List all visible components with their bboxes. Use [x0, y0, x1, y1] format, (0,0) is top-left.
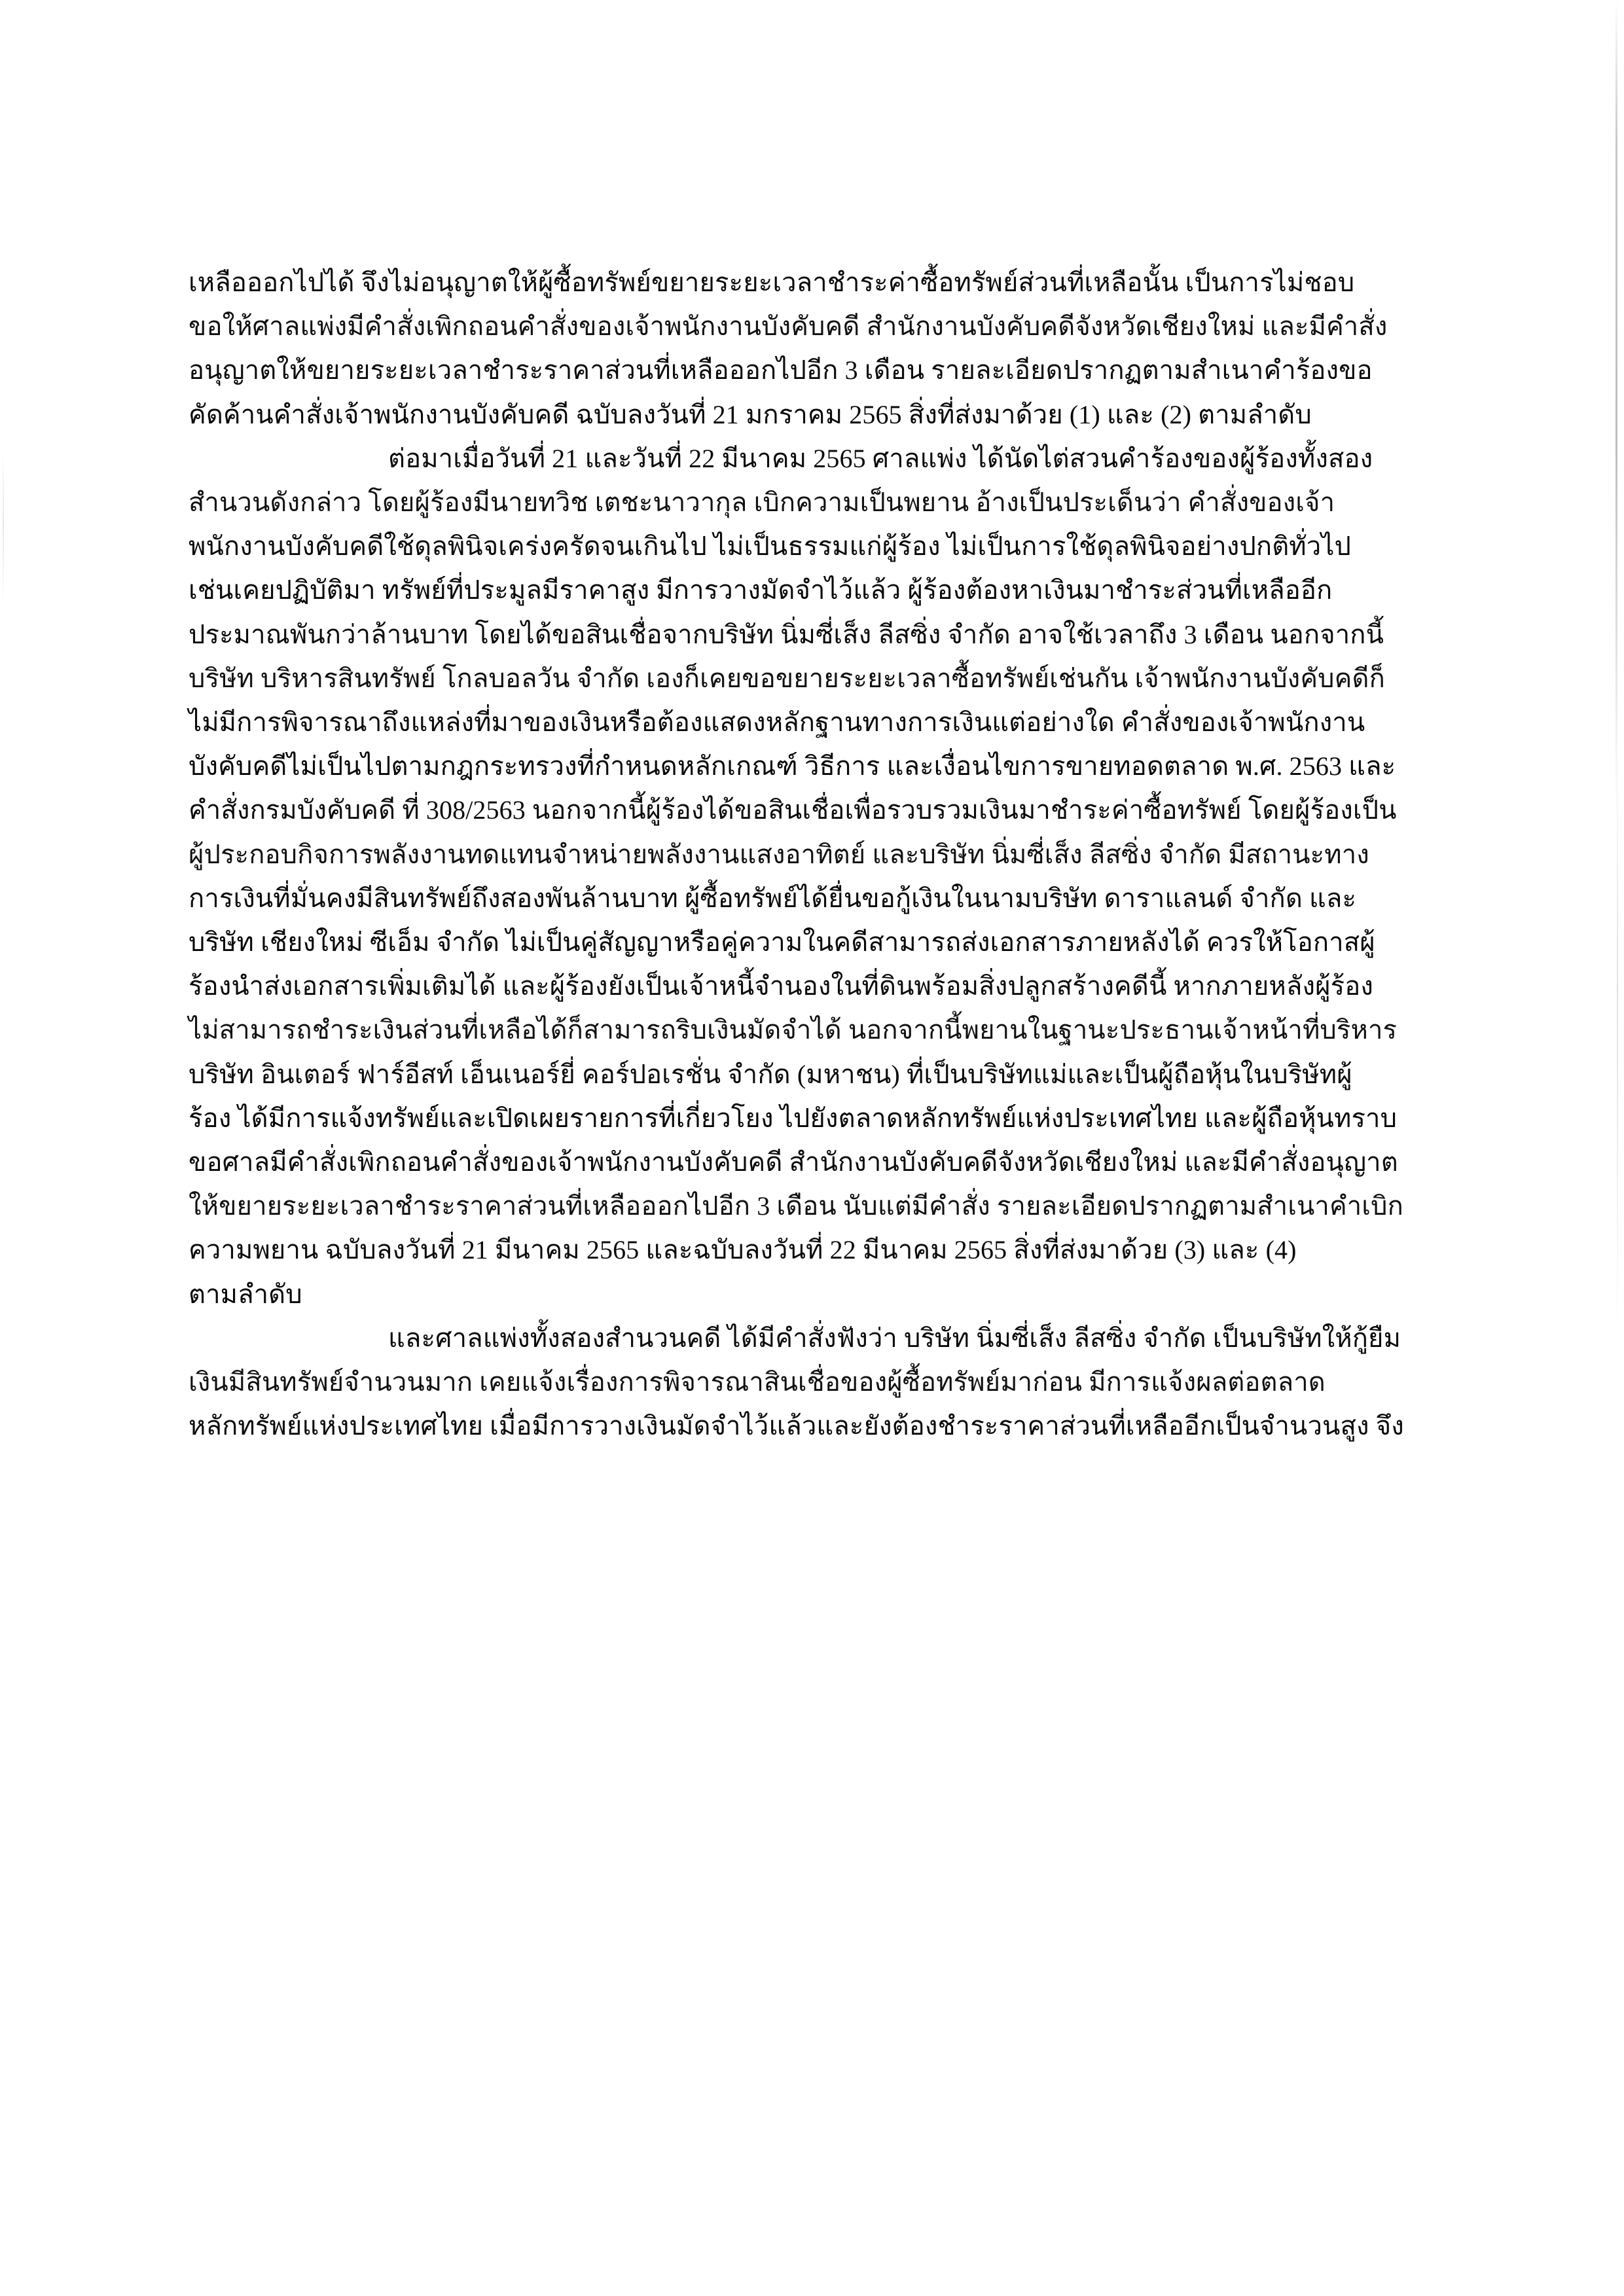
paragraph-3 — [189, 1316, 1435, 1448]
text-line: ให้ขยายระยะเวลาชำระราคาส่วนที่เหลือออกไปอีก 3 เดือน นับแต่มีคำสั่ง รายละเอียดปรากฏตามสำเนาคำเบิก — [189, 1191, 1403, 1221]
text-line: คัดค้านคำสั่งเจ้าพนักงานบังคับคดี ฉบับลงวันที่ 21 มกราคม 2565 สิ่งที่ส่งมาด้วย (1) และ (2) ตามลำดับ — [189, 399, 1312, 429]
text-line: บริษัท เชียงใหม่ ซีเอ็ม จำกัด ไม่เป็นคู่สัญญาหรือคู่ความในคดีสามารถส่งเอกสารภายหลังได้ ควรให้โอกาสผู้ — [189, 927, 1375, 958]
text-line: ประมาณพันกว่าล้านบาท โดยได้ขอสินเชื่อจากบริษัท นิ่มซี่เส็ง ลีสซิ่ง จำกัด อาจใช้เวลาถึง 3 เดือน นอกจากนี้ — [189, 619, 1384, 649]
text-line: ตามลำดับ — [189, 1279, 302, 1309]
text-line: บริษัท บริหารสินทรัพย์ โกลบอลวัน จำกัด เองก็เคยขอขยายระยะเวลาซื้อทรัพย์เช่นกัน เจ้าพนักงานบังคับคดีก็ — [189, 663, 1385, 693]
text-line: และศาลแพ่งทั้งสองสำนวนคดี ได้มีคำสั่งฟังว่า บริษัท นิ่มซี่เส็ง ลีสซิ่ง จำกัด เป็นบริษัทให้กู้ยืม — [388, 1323, 1401, 1353]
text-line: อนุญาตให้ขยายระยะเวลาชำระราคาส่วนที่เหลือออกไปอีก 3 เดือน รายละเอียดปรากฏตามสำเนาคำร้องขอ — [189, 355, 1373, 386]
text-line: ไม่สามารถชำระเงินส่วนที่เหลือได้ก็สามารถริบเงินมัดจำได้ นอกจากนี้พยานในฐานะประธานเจ้าหน้าที่บริหาร — [189, 1015, 1398, 1045]
text-line: ความพยาน ฉบับลงวันที่ 21 มีนาคม 2565 และฉบับลงวันที่ 22 มีนาคม 2565 สิ่งที่ส่งมาด้วย (3) และ (4) — [189, 1235, 1297, 1265]
text-line: ขอศาลมีคำสั่งเพิกถอนคำสั่งของเจ้าพนักงานบังคับคดี สำนักงานบังคับคดีจังหวัดเชียงใหม่ และมีคำสั่งอนุญาต — [189, 1147, 1398, 1177]
text-line: บังคับคดีไม่เป็นไปตามกฎกระทรวงที่กำหนดหลักเกณฑ์ วิธีการ และเงื่อนไขการขายทอดตลาด พ.ศ. 2563 และ — [189, 751, 1396, 781]
text-line: ต่อมาเมื่อวันที่ 21 และวันที่ 22 มีนาคม 2565 ศาลแพ่ง ได้นัดไต่สวนคำร้องของผู้ร้องทั้งสอง — [388, 443, 1373, 473]
text-line: พนักงานบังคับคดีใช้ดุลพินิจเคร่งครัดจนเกินไป ไม่เป็นธรรมแก่ผู้ร้อง ไม่เป็นการใช้ดุลพินิจอย่างปกติทั่วไป — [189, 531, 1352, 562]
scan-edge-artifact-right-lower — [1617, 753, 1618, 1342]
text-line: ไม่มีการพิจารณาถึงแหล่งที่มาของเงินหรือต้องแสดงหลักฐานทางการเงินแต่อย่างใด คำสั่งของเจ้าพนักงาน — [189, 708, 1365, 738]
text-line: เหลือออกไปได้ จึงไม่อนุญาตให้ผู้ซื้อทรัพย์ขยายระยะเวลาชำระค่าซื้อทรัพย์ส่วนที่เหลือนั้น เป็นการไม่ชอบ — [189, 268, 1355, 297]
paragraph-2 — [189, 437, 1435, 1316]
text-line: คำสั่งกรมบังคับคดี ที่ 308/2563 นอกจากนี้ผู้ร้องได้ขอสินเชื่อเพื่อรวบรวมเงินมาชำระค่าซื้อทรัพย์ โดยผู้ร้องเป็น — [189, 795, 1397, 825]
text-line: เช่นเคยปฏิบัติมา ทรัพย์ที่ประมูลมีราคาสูง มีการวางมัดจำไว้แล้ว ผู้ร้องต้องหาเงินมาชำระส่วนที่เหลืออีก — [189, 575, 1333, 605]
text-line: การเงินที่มั่นคงมีสินทรัพย์ถึงสองพันล้านบาท ผู้ซื้อทรัพย์ได้ยื่นขอกู้เงินในนามบริษัท ดาราแลนด์ จำกัด และ — [189, 883, 1357, 913]
text-line: บริษัท อินเตอร์ ฟาร์อีสท์ เอ็นเนอร์ยี่ คอร์ปอเรชั่น จำกัด (มหาชน) ที่เป็นบริษัทแม่และเป็นผู้ถือหุ้นในบริษัทผู้ — [189, 1059, 1352, 1089]
text-line: ขอให้ศาลแพ่งมีคำสั่งเพิกถอนคำสั่งของเจ้าพนักงานบังคับคดี สำนักงานบังคับคดีจังหวัดเชียงใหม่ และมีคำสั่ง — [189, 312, 1388, 342]
text-line: ร้อง ได้มีการแจ้งทรัพย์และเปิดเผยรายการที่เกี่ยวโยง ไปยังตลาดหลักทรัพย์แห่งประเทศไทย และผู้ถือหุ้นทราบ — [189, 1103, 1398, 1133]
text-line: สำนวนดังกล่าว โดยผู้ร้องมีนายทวิช เตชะนาวากุล เบิกความเป็นพยาน อ้างเป็นประเด็นว่า คำสั่งของเจ้า — [189, 488, 1335, 518]
document-text-body — [189, 260, 1435, 1448]
scan-edge-artifact-left — [3, 452, 4, 609]
text-line: เงินมีสินทรัพย์จำนวนมาก เคยแจ้งเรื่องการพิจารณาสินเชื่อของผู้ซื้อทรัพย์มาก่อน มีการแจ้งผลต่อตลาด — [189, 1367, 1326, 1397]
text-line: ร้องนำส่งเอกสารเพิ่มเติมได้ และผู้ร้องยังเป็นเจ้าหนี้จำนองในที่ดินพร้อมสิ่งปลูกสร้างคดีนี้ หากภายหลังผู้ร้อง — [189, 971, 1374, 1001]
paragraph-1 — [189, 260, 1435, 437]
text-line: หลักทรัพย์แห่งประเทศไทย เมื่อมีการวางเงินมัดจำไว้แล้วและยังต้องชำระราคาส่วนที่เหลืออีกเป็นจำนวนสูง จึง — [189, 1411, 1404, 1441]
text-line: ผู้ประกอบกิจการพลังงานทดแทนจำหน่ายพลังงานแสงอาทิตย์ และบริษัท นิ่มซี่เส็ง ลีสซิ่ง จำกัด มีสถานะทาง — [189, 839, 1369, 869]
scan-edge-artifact-right — [1615, 0, 1617, 818]
